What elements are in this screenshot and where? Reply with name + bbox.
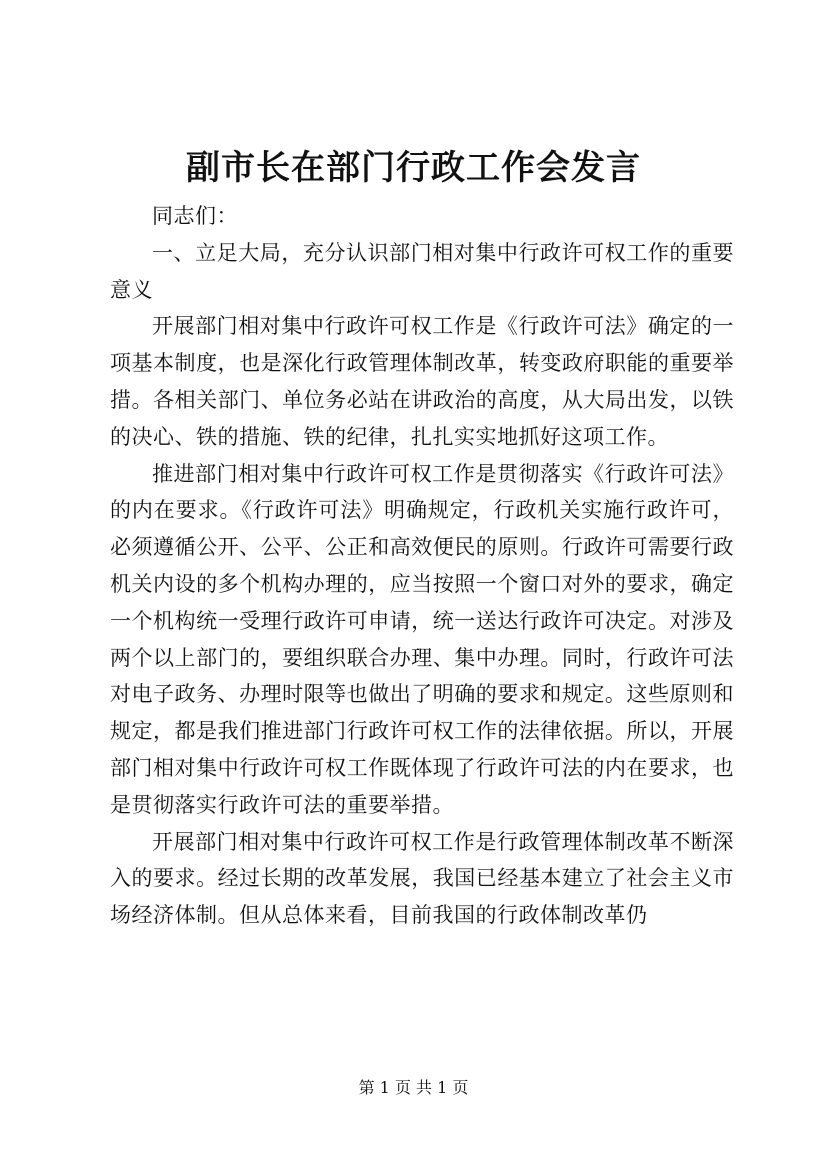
page-number-footer: 第 1 页 共 1 页 bbox=[358, 1078, 469, 1097]
document-body bbox=[110, 198, 734, 934]
body-paragraph-3: 开展部门相对集中行政许可权工作是行政管理体制改革不断深入的要求。经过长期的改革发展，我国已经基本建立了社会主义市场经济体制。但从总体来看，目前我国的行政体制改革仍 bbox=[110, 829, 734, 928]
greeting-paragraph: 同志们： bbox=[152, 204, 238, 228]
body-paragraph-2: 推进部门相对集中行政许可权工作是贯彻落实《行政许可法》的内在要求。《行政许可法》明确规定，行政机关实施行政许可，必须遵循公开、公平、公正和高效便民的原则。行政许可需要行政机关内设的多个机构办理的，应当按照一个窗口对外的要求，确定一个机构统一受理行政许可申请，统一送达行政许可决定。对涉及两个以上部门的，要组织联合办理、集中办理。同时，行政许可法对电子政务、办理时限等也做出了明确的要求和规定。这些原则和规定，都是我们推进部门行政许可权工作的法律依据。所以，开展部门相对集中行政许可权工作既体现了行政许可法的内在要求，也是贯彻落实行政许可法的重要举措。 bbox=[110, 461, 734, 817]
document-title: 副市长在部门行政工作会发言 bbox=[186, 148, 641, 188]
body-paragraph-1: 开展部门相对集中行政许可权工作是《行政许可法》确定的一项基本制度，也是深化行政管理体制改革，转变政府职能的重要举措。各相关部门、单位务必站在讲政治的高度，从大局出发，以铁的决心、铁的措施、铁的纪律，扎扎实实地抓好这项工作。 bbox=[110, 314, 734, 449]
section-heading-paragraph: 一、立足大局，充分认识部门相对集中行政许可权工作的重要意义 bbox=[110, 240, 734, 302]
